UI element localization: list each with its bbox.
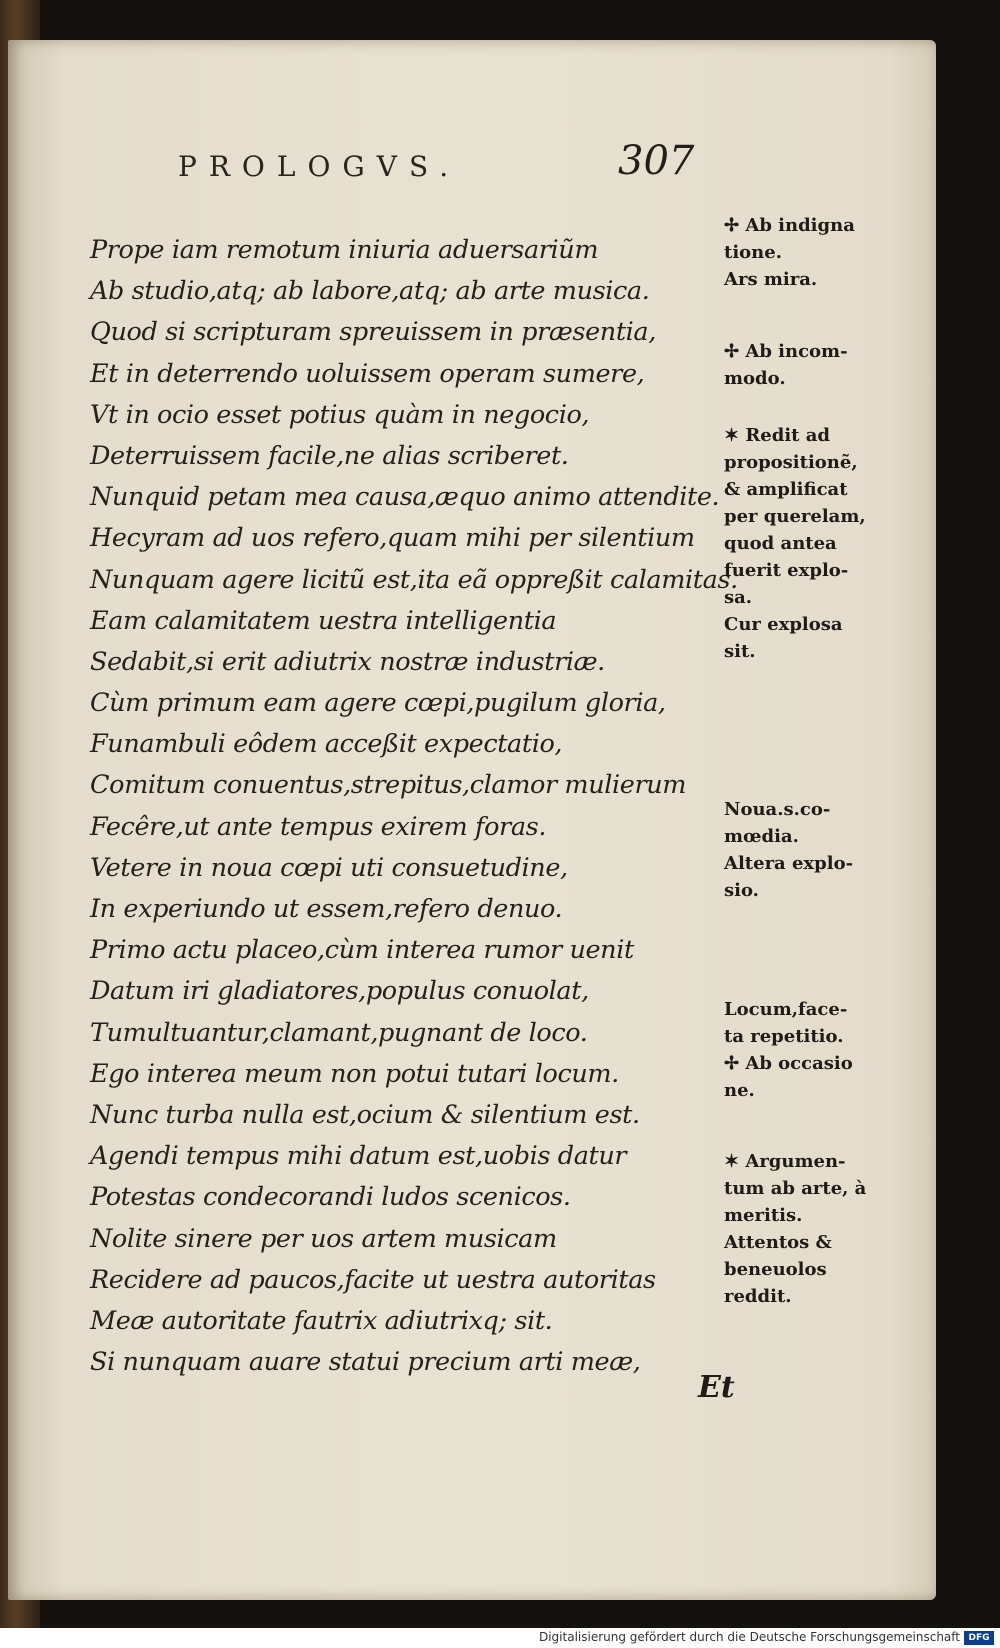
verse-line: Agendi tempus mihi datum est,uobis datur bbox=[90, 1141, 627, 1172]
verse-line: Sedabit,si erit adiutrix nostræ industriæ. bbox=[90, 646, 605, 677]
running-head: PROLOGVS. bbox=[178, 150, 461, 183]
verse-line: Hecyram ad uos refero,quam mihi per silentium bbox=[90, 523, 695, 554]
footer-bar bbox=[0, 1628, 1000, 1648]
catchword: Et bbox=[698, 1370, 735, 1405]
verse-text bbox=[90, 230, 738, 1383]
verse-line: Si nunquam auare statui precium arti meæ, bbox=[90, 1347, 641, 1378]
margin-note: ✶ Argumen- tum ab arte, à meritis. Attentos & beneuolos reddit. bbox=[724, 1151, 867, 1307]
margin-note: Locum,face- ta repetitio. ✢ Ab occasio ne. bbox=[724, 999, 853, 1101]
verse-line: Quod si scripturam spreuissem in præsentia, bbox=[90, 317, 656, 348]
verse-line: Vetere in noua cœpi uti consuetudine, bbox=[90, 852, 568, 883]
margin-note: Noua.s.co- mœdia. Altera explo- sio. bbox=[724, 799, 854, 901]
verse-line: Cùm primum eam agere cœpi,pugilum gloria, bbox=[90, 688, 666, 719]
verse-line: Fecêre,ut ante tempus exirem foras. bbox=[90, 811, 547, 842]
margin-note: ✶ Redit ad propositionẽ, & amplificat per querelam, quod antea fuerit explo- sa. Cur explosa sit. bbox=[724, 425, 866, 662]
verse-line: Nunquam agere licitũ est,ita eã oppreßit calamitas. bbox=[90, 564, 738, 595]
verse-line: Nunquid petam mea causa,æquo animo attendite. bbox=[90, 482, 720, 513]
footer-credit: Digitalisierung gefördert durch die Deutsche Forschungsgemeinschaft bbox=[538, 1630, 960, 1644]
verse-line: Nolite sinere per uos artem musicam bbox=[90, 1223, 557, 1254]
book-page bbox=[8, 40, 936, 1600]
verse-line: Et in deterrendo uoluissem operam sumere, bbox=[90, 358, 645, 389]
verse-line: Funambuli eôdem acceßit expectatio, bbox=[90, 729, 563, 760]
verse-line: Primo actu placeo,cùm interea rumor uenit bbox=[90, 935, 634, 966]
verse-line: Vt in ocio esset potius quàm in negocio, bbox=[90, 399, 590, 430]
verse-line: Recidere ad paucos,facite ut uestra autoritas bbox=[90, 1264, 656, 1295]
verse-line: Nunc turba nulla est,ocium & silentium est. bbox=[90, 1099, 640, 1130]
verse-line: Meæ autoritate fautrix adiutrixq; sit. bbox=[90, 1305, 553, 1336]
margin-note: ✢ Ab incom- modo. bbox=[724, 341, 848, 389]
verse-line: Tumultuantur,clamant,pugnant de loco. bbox=[90, 1017, 588, 1048]
verse-line: Potestas condecorandi ludos scenicos. bbox=[90, 1182, 571, 1213]
verse-line: Comitum conuentus,strepitus,clamor mulierum bbox=[90, 770, 687, 801]
verse-line: Deterruissem facile,ne alias scriberet. bbox=[90, 440, 569, 471]
verse-line: In experiundo ut essem,refero denuo. bbox=[90, 894, 563, 924]
verse-line: Prope iam remotum iniuria aduersariũm bbox=[90, 235, 599, 265]
verse-line: Datum iri gladiatores,populus conuolat, bbox=[90, 976, 589, 1007]
verse-line: Eam calamitatem uestra intelligentia bbox=[90, 605, 557, 636]
margin-note: ✢ Ab indigna tione. Ars mira. bbox=[724, 215, 855, 290]
page-number: 307 bbox=[618, 138, 695, 184]
verse-line: Ab studio,atq; ab labore,atq; ab arte musica. bbox=[90, 276, 650, 307]
verse-line: Ego interea meum non potui tutari locum. bbox=[90, 1058, 619, 1089]
dfg-logo: DFG bbox=[964, 1631, 994, 1645]
